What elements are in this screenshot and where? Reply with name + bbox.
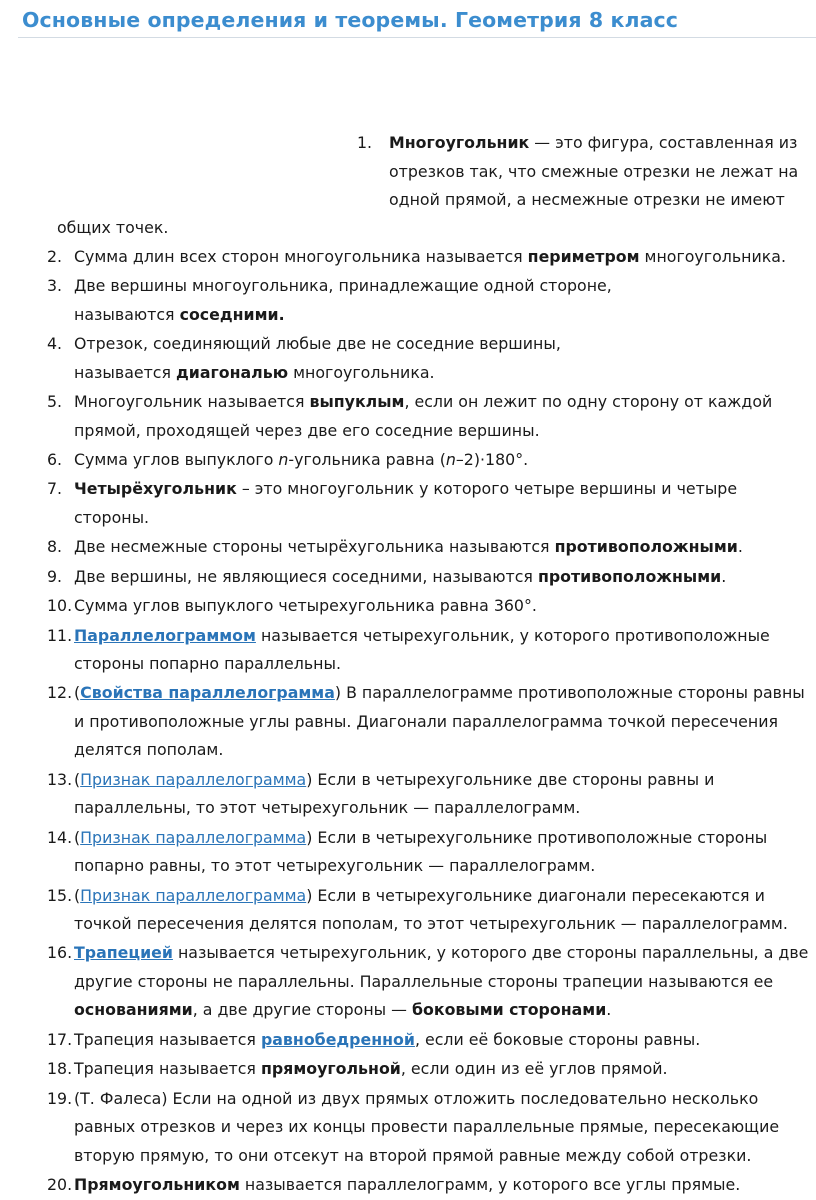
item-text: Сумма углов выпуклого четырехугольника равна 360°.	[74, 596, 537, 616]
item-text: называется	[74, 362, 177, 382]
item-number: 6.	[47, 450, 63, 470]
item-text: .	[721, 566, 727, 586]
item-text: — это фигура, составленная из отрезков так, что смежные отрезки не лежат на одной прямой, а несмежные отрезки не имеют	[389, 133, 799, 209]
paren: (	[74, 683, 81, 703]
item-text: Две вершины, не являющиеся соседними, называются	[74, 566, 538, 586]
list-item-2	[47, 243, 812, 272]
term-rectangle: Прямоугольником	[74, 1175, 240, 1195]
item-text: многоугольника.	[288, 362, 435, 382]
item-number: 8.	[47, 537, 63, 557]
link-parallelogram-criterion[interactable]: Признак параллелограмма	[80, 827, 307, 847]
link-parallelogram-properties[interactable]: Свойства параллелограмма	[80, 683, 335, 703]
item-text: -угольника равна (	[288, 450, 446, 470]
list-item-11	[47, 622, 812, 679]
item-number: 10.	[47, 596, 73, 616]
list-item-15	[47, 882, 812, 939]
variable-n: n	[278, 450, 289, 470]
term-lateral-sides: боковыми сторонами	[411, 1000, 607, 1020]
list-item-1	[357, 129, 812, 215]
item-text: , если один из её углов прямой.	[400, 1059, 668, 1079]
item-number: 9.	[47, 566, 63, 586]
definitions-list	[47, 243, 812, 1200]
term-quadrilateral: Четырёхугольник	[74, 479, 237, 499]
list-item-3	[47, 272, 812, 329]
item-text: (Т. Фалеса) Если на одной из двух прямых отложить последовательно несколько равных отрезков и через их концы провести параллельные прямые, пересекающие вторую прямую, то они отсекут на второй прямой равные между собой отрезки.	[74, 1088, 780, 1165]
item-number: 11.	[47, 625, 73, 645]
list-item-4	[47, 330, 812, 387]
item-text: , а две другие стороны —	[192, 1000, 412, 1020]
item-text: Две несмежные стороны четырёхугольника называются	[74, 537, 555, 557]
item-number: 17.	[47, 1029, 73, 1049]
term-convex: выпуклым	[309, 392, 405, 412]
item-number: 18.	[47, 1059, 73, 1079]
item-number: 14.	[47, 827, 73, 847]
item-number: 7.	[47, 479, 63, 499]
item-number: 16.	[47, 943, 73, 963]
item-text: , если её боковые стороны равны.	[414, 1029, 701, 1049]
item-number: 20.	[47, 1175, 73, 1195]
item-text: ) В параллелограмме противоположные стороны равны и противоположные углы равны. Диагонали параллелограмма точкой пересечения делятся пополам.	[74, 683, 805, 760]
link-parallelogram-criterion[interactable]: Признак параллелограмма	[80, 885, 307, 905]
item-text: .	[606, 1000, 612, 1020]
item-text: ) Если в четырехугольнике диагонали пересекаются и точкой пересечения делятся пополам, то этот четырехугольник — параллелограмм.	[74, 885, 788, 934]
paren: (	[74, 827, 81, 847]
item-text: Отрезок, соединяющий любые две не соседние вершины,	[74, 334, 561, 354]
paren: (	[74, 769, 81, 789]
list-item-9	[47, 563, 812, 592]
list-item-17	[47, 1026, 812, 1055]
item-text: называются	[74, 304, 180, 324]
page-title: Основные определения и теоремы. Геометрия 8 класс	[22, 8, 679, 32]
item-text: ) Если в четырехугольнике две стороны равны и параллельны, то этот четырехугольник — параллелограмм.	[74, 769, 715, 818]
variable-n: n	[445, 450, 456, 470]
item-text: –2)·180°.	[455, 450, 529, 470]
term-opposite: противоположными	[537, 566, 722, 586]
item-number: 3.	[47, 276, 63, 296]
list-item-8	[47, 533, 812, 562]
item-text: называется четырехугольник, у которого две стороны параллельны, а две другие стороны не параллельны. Параллельные стороны трапеции называются ее	[74, 943, 809, 991]
term-diagonal: диагональю	[176, 362, 289, 382]
item-text: – это многоугольник у которого четыре вершины и четыре стороны.	[74, 479, 738, 527]
item-number: 13.	[47, 769, 73, 789]
list-item-6	[47, 446, 812, 475]
item-number: 19.	[47, 1088, 73, 1108]
item-text: называется параллелограмм, у которого все углы прямые.	[239, 1175, 741, 1195]
list-item-5	[47, 388, 812, 445]
item-text: называется четырехугольник, у которого противоположные стороны попарно параллельны.	[74, 625, 770, 674]
item-text: ) Если в четырехугольнике противоположные стороны попарно равны, то этот четырехугольник — параллелограмм.	[74, 827, 768, 876]
link-parallelogram[interactable]: Параллелограммом	[74, 625, 256, 645]
list-item-19	[47, 1085, 812, 1171]
item-number: 5.	[47, 392, 63, 412]
paren: (	[74, 885, 81, 905]
item-1-continuation: общих точек.	[57, 218, 169, 237]
item-number: 15.	[47, 885, 73, 905]
list-item-16	[47, 939, 812, 1025]
term-opposite: противоположными	[554, 537, 738, 557]
list-item-18	[47, 1055, 812, 1084]
list-item-13	[47, 766, 812, 823]
item-number: 4.	[47, 334, 63, 354]
item-text: Две вершины многоугольника, принадлежащие одной стороне,	[74, 276, 612, 296]
list-item-10	[47, 592, 812, 621]
item-text: , если он лежит по одну сторону от каждой прямой, проходящей через две его соседние вершины.	[74, 392, 773, 440]
list-item-12	[47, 679, 812, 765]
item-number: 2.	[47, 247, 63, 266]
link-parallelogram-criterion[interactable]: Признак параллелограмма	[80, 769, 307, 789]
title-divider	[18, 37, 816, 38]
item-text: многоугольника.	[639, 247, 786, 266]
term-adjacent: соседними.	[179, 304, 285, 324]
link-isosceles[interactable]: равнобедренной	[260, 1029, 415, 1049]
item-number: 12.	[47, 683, 73, 703]
term-polygon: Многоугольник	[389, 133, 530, 152]
item-number: 1.	[357, 133, 373, 152]
term-right: прямоугольной	[260, 1059, 401, 1079]
list-item-7	[47, 475, 812, 532]
term-bases: основаниями	[74, 1000, 193, 1020]
item-text: .	[737, 537, 743, 557]
item-text: Сумма длин всех сторон многоугольника называется	[74, 247, 528, 266]
item-text: Многоугольник называется	[74, 392, 310, 412]
item-text: Сумма углов выпуклого	[74, 450, 279, 470]
term-perimeter: периметром	[527, 247, 640, 266]
list-item-14	[47, 824, 812, 881]
link-trapezoid[interactable]: Трапецией	[74, 943, 173, 963]
item-text: Трапеция называется	[74, 1029, 261, 1049]
item-text: Трапеция называется	[74, 1059, 261, 1079]
list-item-20	[47, 1171, 812, 1200]
